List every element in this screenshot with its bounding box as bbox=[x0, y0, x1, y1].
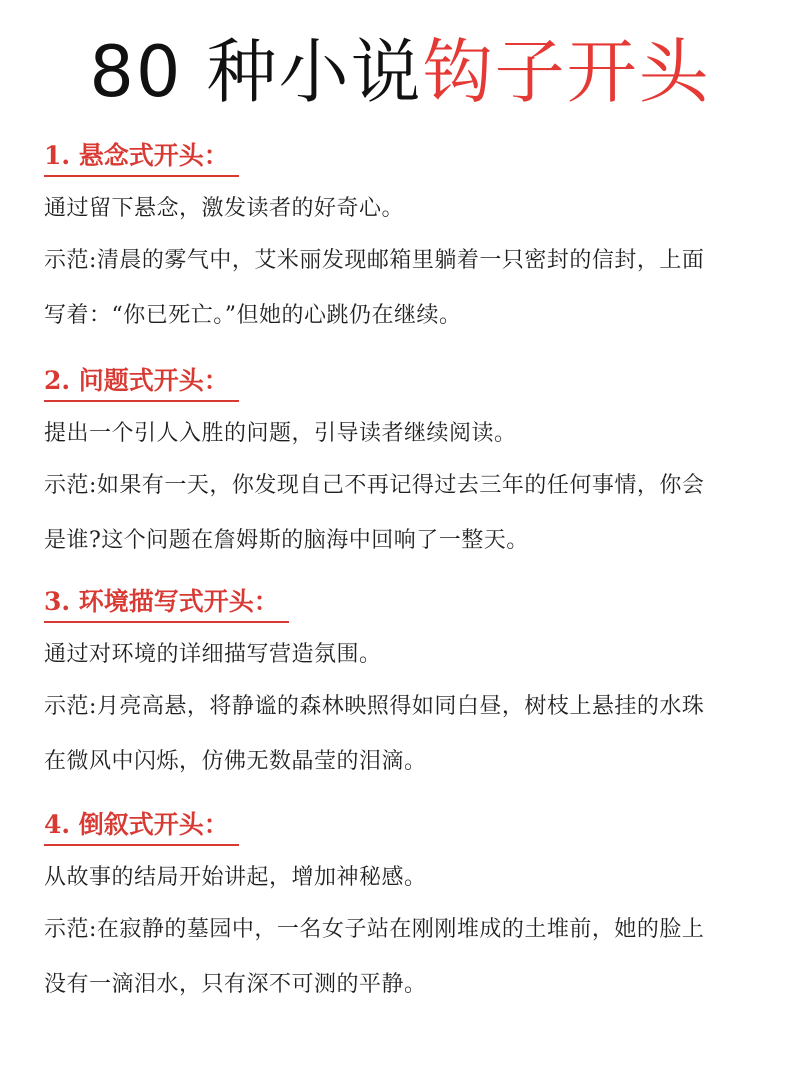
section-question-opening bbox=[44, 362, 774, 557]
title-black-part: 80 种小说 bbox=[89, 31, 423, 113]
example-line: 在微风中闪烁，仿佛无数晶莹的泪滴。 bbox=[44, 749, 427, 774]
section-description: 通过对环境的详细描写营造氛围。 bbox=[44, 642, 382, 667]
example-line: 示范:清晨的雾气中，艾米丽发现邮箱里躺着一只密封的信封，上面 bbox=[44, 248, 705, 273]
example-line: 写着：“你已死亡。”但她的心跳仍在继续。 bbox=[44, 303, 462, 328]
example-line: 示范:如果有一天，你发现自己不再记得过去三年的任何事情，你会 bbox=[44, 473, 705, 498]
section-environment-opening bbox=[44, 583, 774, 778]
section-heading: 1. 悬念式开头： bbox=[44, 137, 239, 177]
example-line: 没有一滴泪水，只有深不可测的平静。 bbox=[44, 972, 427, 997]
section-description: 提出一个引人入胜的问题，引导读者继续阅读。 bbox=[44, 421, 517, 446]
section-heading: 3. 环境描写式开头： bbox=[44, 583, 289, 623]
section-example bbox=[44, 914, 774, 1001]
section-example bbox=[44, 691, 774, 778]
title-red-part: 钩子开头 bbox=[422, 31, 711, 113]
page-title bbox=[0, 22, 800, 122]
section-description: 通过留下悬念，激发读者的好奇心。 bbox=[44, 196, 405, 221]
section-description: 从故事的结局开始讲起，增加神秘感。 bbox=[44, 865, 427, 890]
section-flashback-opening bbox=[44, 806, 774, 1001]
section-example bbox=[44, 470, 774, 557]
example-line: 是谁?这个问题在詹姆斯的脑海中回响了一整天。 bbox=[44, 528, 529, 553]
section-suspense-opening bbox=[44, 137, 774, 332]
example-line: 示范:月亮高悬，将静谧的森林映照得如同白昼，树枝上悬挂的水珠 bbox=[44, 694, 705, 719]
section-heading: 4. 倒叙式开头： bbox=[44, 806, 239, 846]
example-line: 示范:在寂静的墓园中，一名女子站在刚刚堆成的土堆前，她的脸上 bbox=[44, 917, 705, 942]
section-example bbox=[44, 245, 774, 332]
section-heading: 2. 问题式开头： bbox=[44, 362, 239, 402]
